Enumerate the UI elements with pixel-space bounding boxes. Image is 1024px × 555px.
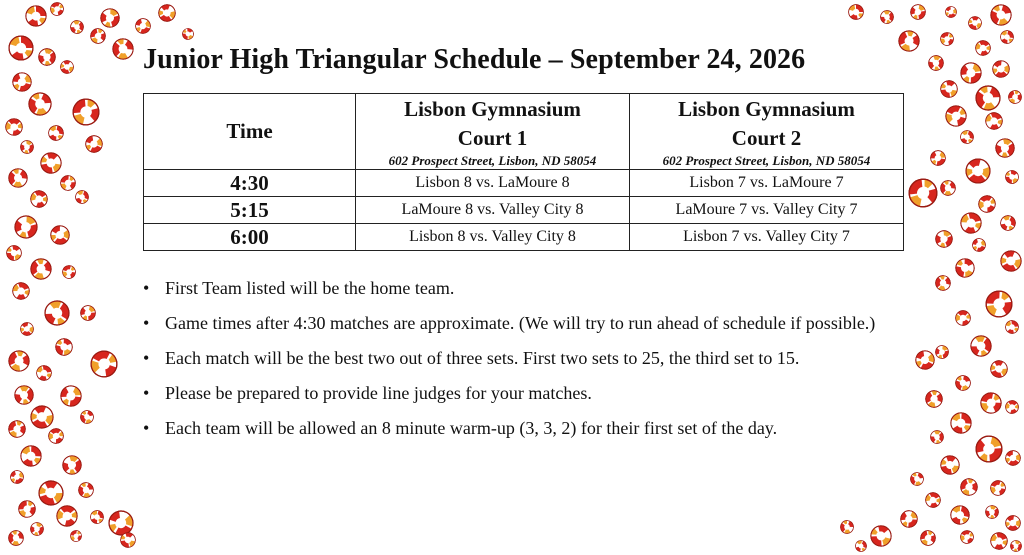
volleyball-icon [955,310,971,326]
volleyball-icon [915,350,935,370]
volleyball-icon [965,158,991,184]
volleyball-icon [940,32,954,46]
volleyball-icon [910,4,926,20]
volleyball-icon [900,510,918,528]
court-2-match: Lisbon 7 vs. Valley City 7 [630,224,904,251]
notes-list [143,276,893,451]
list-item [143,381,893,405]
court-2-match: Lisbon 7 vs. LaMoure 7 [630,170,904,197]
schedule-table [143,93,904,251]
volleyball-icon [995,138,1015,158]
court-2-header [630,94,904,170]
volleyball-icon [990,480,1006,496]
volleyball-icon [840,520,854,534]
list-item [143,311,893,335]
volleyball-icon [1010,540,1022,552]
bullet-icon: • [143,313,150,333]
court-1-label: Court 1 [457,126,528,150]
note-text: Each team will be allowed an 8 minute warm-up (3, 3, 2) for their first set of the day. [165,418,778,438]
volleyball-icon [928,55,944,71]
table-header-row [144,94,904,170]
time-column-header: Time [144,94,356,170]
volleyball-icon [1000,215,1016,231]
volleyball-icon [985,505,999,519]
volleyball-icon [880,10,894,24]
volleyball-icon [925,390,943,408]
table-row [144,170,904,197]
volleyball-icon [940,80,958,98]
volleyball-icon [960,130,974,144]
volleyball-icon [1005,515,1021,531]
volleyball-icon [955,258,975,278]
volleyball-icon [955,375,971,391]
volleyball-icon [935,275,951,291]
volleyball-icon [990,360,1008,378]
volleyball-icon [910,472,924,486]
volleyball-icon [940,180,956,196]
volleyball-icon [1005,400,1019,414]
volleyball-icon [960,530,974,544]
volleyball-icon [1005,450,1021,466]
volleyball-icon [1008,90,1022,104]
list-item [143,346,893,370]
volleyball-icon [1005,170,1019,184]
volleyball-icon [992,60,1010,78]
note-text: Game times after 4:30 matches are approximate. (We will try to run ahead of schedule if possible.) [165,313,876,333]
volleyball-icon [935,230,953,248]
volleyball-icon [975,85,1001,111]
table-row [144,224,904,251]
page-title: Junior High Triangular Schedule – September 24, 2026 [143,44,806,75]
volleyball-icon [1000,30,1014,44]
volleyball-icon [1005,320,1019,334]
volleyball-icon [972,238,986,252]
volleyball-icon [968,16,982,30]
volleyball-icon [908,178,938,208]
table-row [144,197,904,224]
volleyball-icon [930,430,944,444]
volleyball-icon [898,30,920,52]
court-1-header [356,94,630,170]
volleyball-icon [920,530,936,546]
volleyball-icon [945,105,967,127]
volleyball-icon [950,412,972,434]
volleyball-icon [855,540,867,552]
note-text: Each match will be the best two out of three sets. First two sets to 25, the third set to 15. [165,348,800,368]
bullet-icon: • [143,278,150,298]
volleyball-icon [950,505,970,525]
volleyball-icon [870,525,892,547]
volleyball-icon [985,290,1013,318]
volleyball-icon [985,112,1003,130]
volleyball-icon [960,212,982,234]
list-item [143,416,893,440]
bullet-icon: • [143,383,150,403]
bullet-icon: • [143,418,150,438]
time-cell: 6:00 [144,224,356,251]
volleyball-icon [960,62,982,84]
volleyball-icon [1000,250,1022,272]
volleyball-icon [975,40,991,56]
volleyball-icon [990,4,1012,26]
court-1-address: 602 Prospect Street, Lisbon, ND 58054 [388,153,597,168]
volleyball-icon [945,6,957,18]
court-1-gym-name: Lisbon Gymnasium [404,97,581,121]
time-cell: 5:15 [144,197,356,224]
court-2-label: Court 2 [731,126,802,150]
volleyball-icon [975,435,1003,463]
court-1-match: LaMoure 8 vs. Valley City 8 [356,197,630,224]
volleyball-icon [978,195,996,213]
volleyball-icon [940,455,960,475]
volleyball-icon [848,4,864,20]
court-2-gym-name: Lisbon Gymnasium [678,97,855,121]
volleyball-icon [970,335,992,357]
volleyball-icon [935,345,949,359]
note-text: Please be prepared to provide line judges for your matches. [165,383,592,403]
bullet-icon: • [143,348,150,368]
volleyball-icon [925,492,941,508]
court-2-match: LaMoure 7 vs. Valley City 7 [630,197,904,224]
volleyball-icon [980,392,1002,414]
volleyball-icon [990,532,1008,550]
volleyball-icon [960,478,978,496]
court-1-match: Lisbon 8 vs. Valley City 8 [356,224,630,251]
court-2-address: 602 Prospect Street, Lisbon, ND 58054 [662,153,871,168]
list-item [143,276,893,300]
note-text: First Team listed will be the home team. [165,278,455,298]
volleyball-icon [930,150,946,166]
court-1-match: Lisbon 8 vs. LaMoure 8 [356,170,630,197]
time-cell: 4:30 [144,170,356,197]
